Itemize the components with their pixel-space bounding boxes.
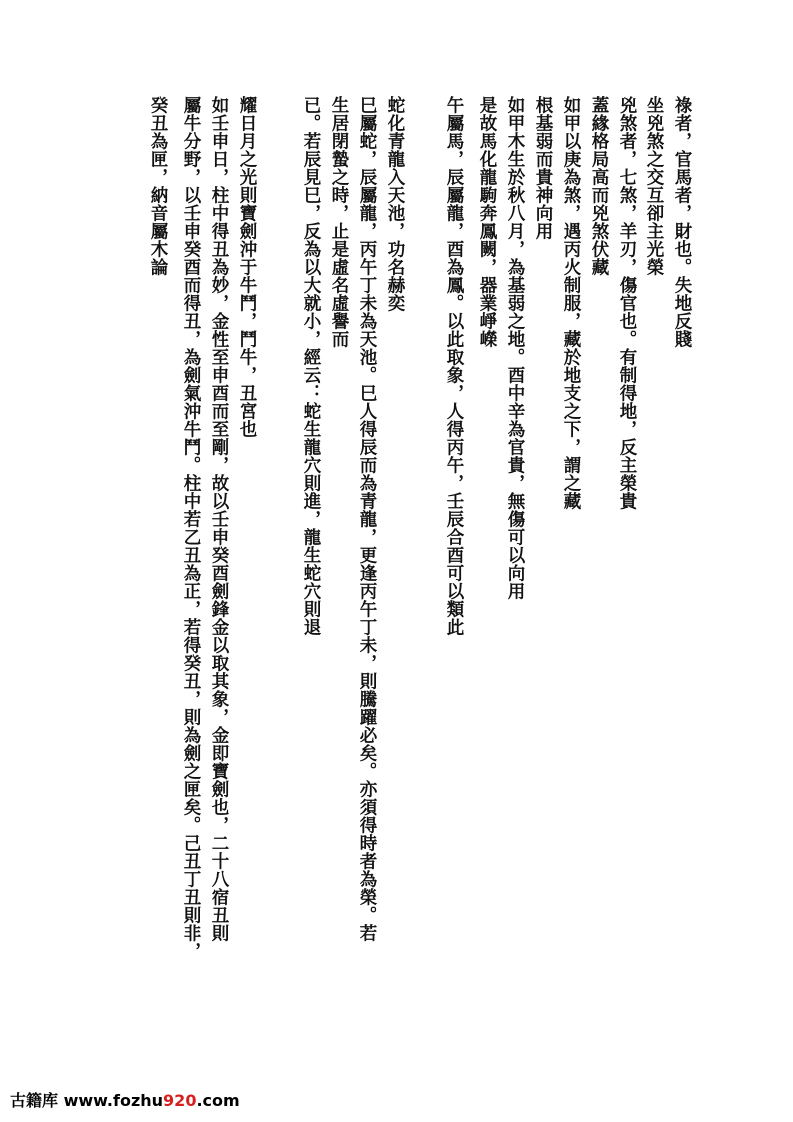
url-number: 920 [163, 1091, 197, 1110]
text-column-1: 祿者，官馬者，財也。失地反賤 [672, 96, 692, 348]
text-column-11: 巳屬蛇，辰屬龍，丙午丁未為天池。巳人得辰而為青龍，更逢丙午丁未，則騰躍必矣。亦須得時者為榮。若 [357, 96, 377, 942]
text-column-16: 屬牛分野，以壬申癸酉而得丑，為劍氣沖牛鬥。柱中若乙丑為正，若得癸丑，則為劍之匣矣。己丑丁丑則非， [181, 96, 201, 960]
text-column-10: 蛇化青龍入天池，功名赫奕 [385, 96, 405, 312]
text-column-7: 如甲木生於秋八月，為基弱之地。酉中辛為官貴，無傷可以向用 [505, 96, 525, 600]
text-column-2: 坐兇煞之交互卻主光榮 [644, 96, 664, 276]
site-name: 古籍库 [10, 1091, 59, 1110]
text-column-8: 是故馬化龍駒奔鳳闕，器業崢嶸 [477, 96, 497, 348]
text-column-14: 耀日月之光則寶劍沖于牛鬥，鬥牛，丑宮也 [237, 96, 257, 438]
text-column-17: 癸丑為匣，納音屬木論 [148, 96, 168, 276]
text-column-13: 已。若辰見巳，反為以大就小，經云：蛇生龍穴則進，龍生蛇穴則退 [301, 96, 321, 636]
text-column-6: 根基弱而貴神向用 [533, 96, 553, 240]
site-watermark [10, 1088, 240, 1111]
text-column-12: 生居閉蟄之時，止是虛名虛譽而 [329, 96, 349, 348]
url-suffix: .com [196, 1091, 240, 1110]
text-column-5: 如甲以庚為煞，遇丙火制服，藏於地支之下，謂之藏 [561, 96, 581, 510]
text-column-3: 兇煞者，七煞，羊刃，傷官也。有制得地，反主榮貴 [617, 96, 637, 510]
text-column-9: 午屬馬，辰屬龍，酉為鳳。以此取象，人得丙午，壬辰合酉可以類此 [444, 96, 464, 636]
url-prefix: www.fozhu [63, 1091, 164, 1110]
text-column-15: 如壬申日，柱中得丑為妙，金性至申酉而至剛，故以壬申癸酉劍鋒金以取其象，金即寶劍也，二十八宿丑則 [209, 96, 229, 942]
text-column-4: 蓋緣格局高而兇煞伏藏 [589, 96, 609, 276]
